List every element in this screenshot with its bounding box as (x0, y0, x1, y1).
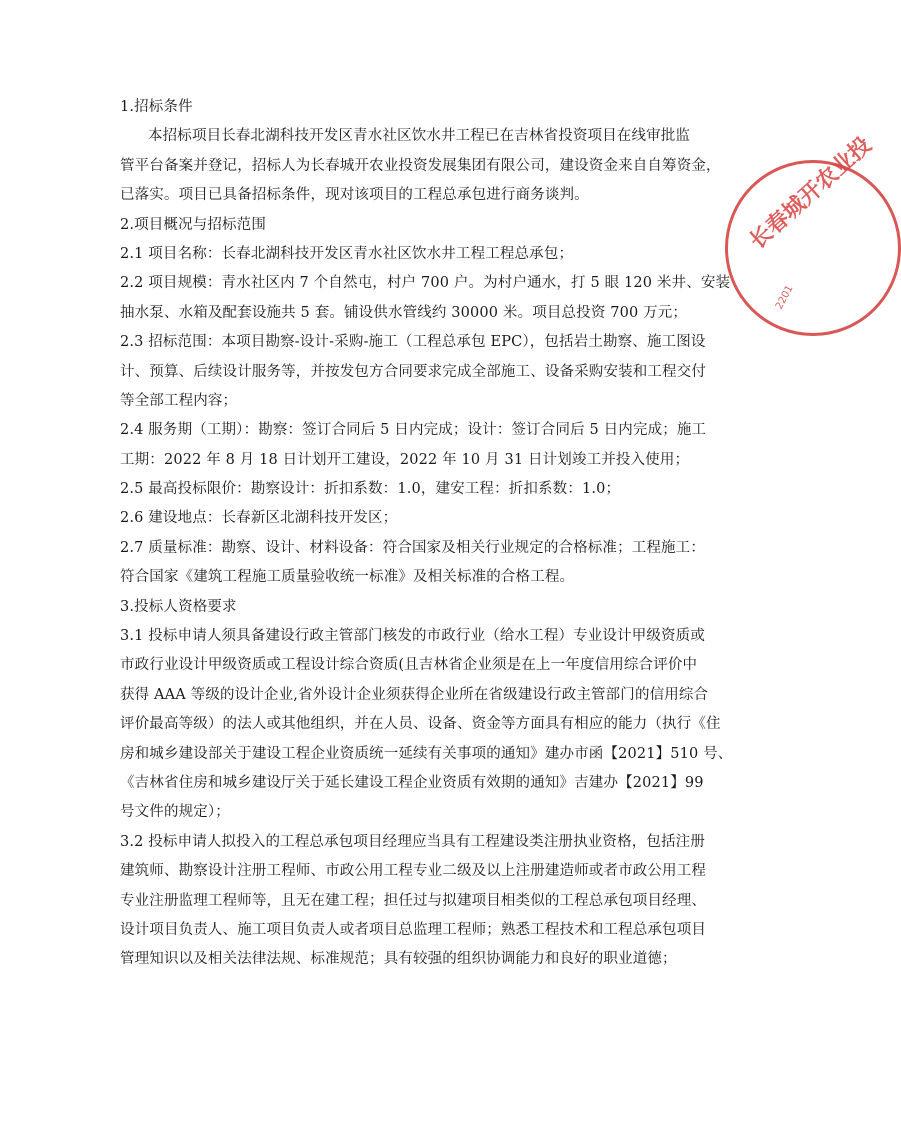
paragraph-line: 3.1 投标申请人须具备建设行政主管部门核发的市政行业（给水工程）专业设计甲级资质或 (120, 628, 705, 645)
paragraph-line: 符合国家《建筑工程施工质量验收统一标准》及相关标准的合格工程。 (120, 569, 575, 586)
paragraph-line: 管理知识以及相关法律法规、标准规范；具有较强的组织协调能力和良好的职业道德； (120, 951, 677, 968)
section-heading-2: 2.项目概况与招标范围 (120, 216, 266, 233)
paragraph-line: 2.7 质量标准：勘察、设计、材料设备：符合国家及相关行业规定的合格标准；工程施工： (120, 539, 705, 556)
paragraph-line: 号文件的规定）； (120, 804, 230, 821)
paragraph-line: 抽水泵、水箱及配套设施共 5 套。铺设供水管线约 30000 米。项目总投资 700 万元； (120, 304, 688, 321)
paragraph-line: 等全部工程内容； (120, 392, 238, 409)
paragraph-line: 管平台备案并登记，招标人为长春城开农业投资发展集团有限公司，建设资金来自自筹资金， (120, 157, 721, 174)
paragraph-line: 房和城乡建设部关于建设工程企业资质统一延续有关事项的通知》建办市函【2021】510 号、 (120, 745, 733, 762)
paragraph-line: 2.4 服务期（工期）：勘察：签订合同后 5 日内完成；设计：签订合同后 5 日内完成；施工 (120, 422, 707, 439)
paragraph-line: 已落实。项目已具备招标条件，现对该项目的工程总承包进行商务谈判。 (120, 187, 589, 204)
section-heading-1: 1.招标条件 (120, 99, 193, 115)
paragraph-line: 3.2 投标申请人拟投入的工程总承包项目经理应当具有工程建设类注册执业资格，包括注册 (120, 833, 705, 850)
paragraph-line: 工期：2022 年 8 月 18 日计划开工建设，2022 年 10 月 31 日计划竣工并投入使用； (120, 451, 690, 468)
paragraph-line: 2.1 项目名称：长春北湖科技开发区青水社区饮水井工程工程总承包； (120, 245, 574, 262)
paragraph-line: 获得 AAA 等级的设计企业,省外设计企业须获得企业所在省级建设行政主管部门的信用综合 (120, 686, 709, 703)
paragraph-line: 评价最高等级）的法人或其他组织，并在人员、设备、资金等方面具有相应的能力（执行《住 (120, 716, 721, 733)
paragraph-line: 2.2 项目规模：青水社区内 7 个自然屯，村户 700 户。为村户通水，打 5 眼 120 米井、安装 (120, 275, 731, 292)
paragraph-line: 本招标项目长春北湖科技开发区青水社区饮水井工程已在吉林省投资项目在线审批监 (148, 128, 691, 145)
paragraph-line: 市政行业设计甲级资质或工程设计综合资质(且吉林省企业须是在上一年度信用综合评价中 (120, 657, 698, 674)
paragraph-line: 专业注册监理工程师等，且无在建工程；担任过与拟建项目相类似的工程总承包项目经理、 (120, 892, 706, 909)
paragraph-line: 2.5 最高投标限价：勘察设计：折扣系数：1.0，建安工程：折扣系数：1.0； (120, 481, 621, 498)
paragraph-line: 计、预算、后续设计服务等，并按发包方合同要求完成全部施工、设备采购安装和工程交付 (120, 363, 706, 380)
document-body (120, 93, 733, 975)
section-heading-3: 3.投标人资格要求 (120, 598, 237, 615)
seal-number: 2201 (773, 283, 796, 312)
seal-text: 长春城开农业投 (745, 132, 877, 255)
paragraph-line: 建筑师、勘察设计注册工程师、市政公用工程专业二级及以上注册建造师或者市政公用工程 (120, 863, 706, 880)
paragraph-line: 设计项目负责人、施工项目负责人或者项目总监理工程师；熟悉工程技术和工程总承包项目 (120, 921, 706, 938)
paragraph-line: 《吉林省住房和城乡建设厅关于延长建设工程企业资质有效期的通知》吉建办【2021】99 (120, 774, 704, 791)
paragraph-line: 2.6 建设地点：长春新区北湖科技开发区； (120, 510, 398, 527)
paragraph-line: 2.3 招标范围：本项目勘察-设计-采购-施工（工程总承包 EPC），包括岩土勘察、施工图设 (120, 334, 706, 351)
